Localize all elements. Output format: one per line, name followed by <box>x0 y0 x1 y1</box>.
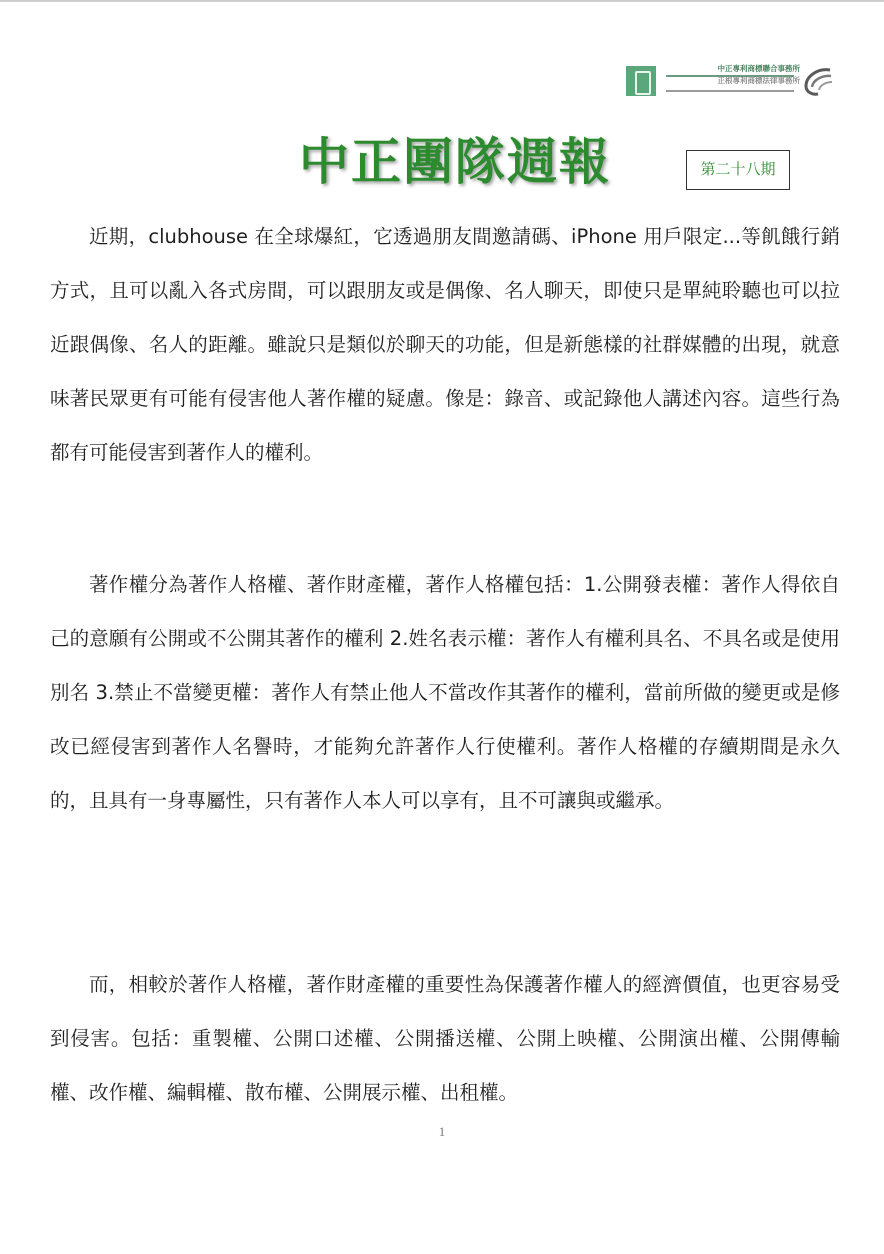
swoosh-logo-icon <box>800 64 834 98</box>
issue-number-badge: 第二十八期 <box>686 150 790 190</box>
logo-mark-icon <box>626 66 656 96</box>
firm-logo <box>626 64 834 98</box>
body-paragraph: 著作權分為著作人格權、著作財產權，著作人格權包括：1.公開發表權：著作人得依自己的意願有公開或不公開其著作的權利 2.姓名表示權：著作人有權利具名、不具名或是使用別名 3.禁止不當變更權：著作人有禁止他人不當改作其著作的權利，當前所做的變更或是修改已經侵害到著作人名譽時，才能夠允許著作人行使權利。著作人格權的存續期間是永久的，且具有一身專屬性，只有著作人本人可以享有，且不可讓與或繼承。 <box>50 573 840 812</box>
page-number: 1 <box>438 1124 446 1139</box>
newsletter-title: 中正團隊週報 <box>299 133 611 191</box>
body-paragraph: 近期，clubhouse 在全球爆紅，它透過朋友間邀請碼、iPhone 用戶限定...等飢餓行銷方式，且可以亂入各式房間，可以跟朋友或是偶像、名人聊天，即使只是單純聆聽也可以拉近跟偶像、名人的距離。雖說只是類似於聊天的功能，但是新態樣的社群媒體的出現，就意味著民眾更有可能有侵害他人著作權的疑慮。像是：錄音、或記錄他人講述內容。這些行為都有可能侵害到著作人的權利。 <box>50 225 840 464</box>
top-rule <box>0 0 884 2</box>
logo-text <box>662 64 800 98</box>
logo-name-primary: 中正專利商標聯合事務所 <box>717 64 800 73</box>
logo-name-secondary: 正根專利商標法律事務所 <box>717 76 800 85</box>
body-paragraph: 而，相較於著作人格權，著作財產權的重要性為保護著作權人的經濟價值，也更容易受到侵害。包括：重製權、公開口述權、公開播送權、公開上映權、公開演出權、公開傳輸權、改作權、編輯權、散布權、公開展示權、出租權。 <box>50 973 840 1104</box>
